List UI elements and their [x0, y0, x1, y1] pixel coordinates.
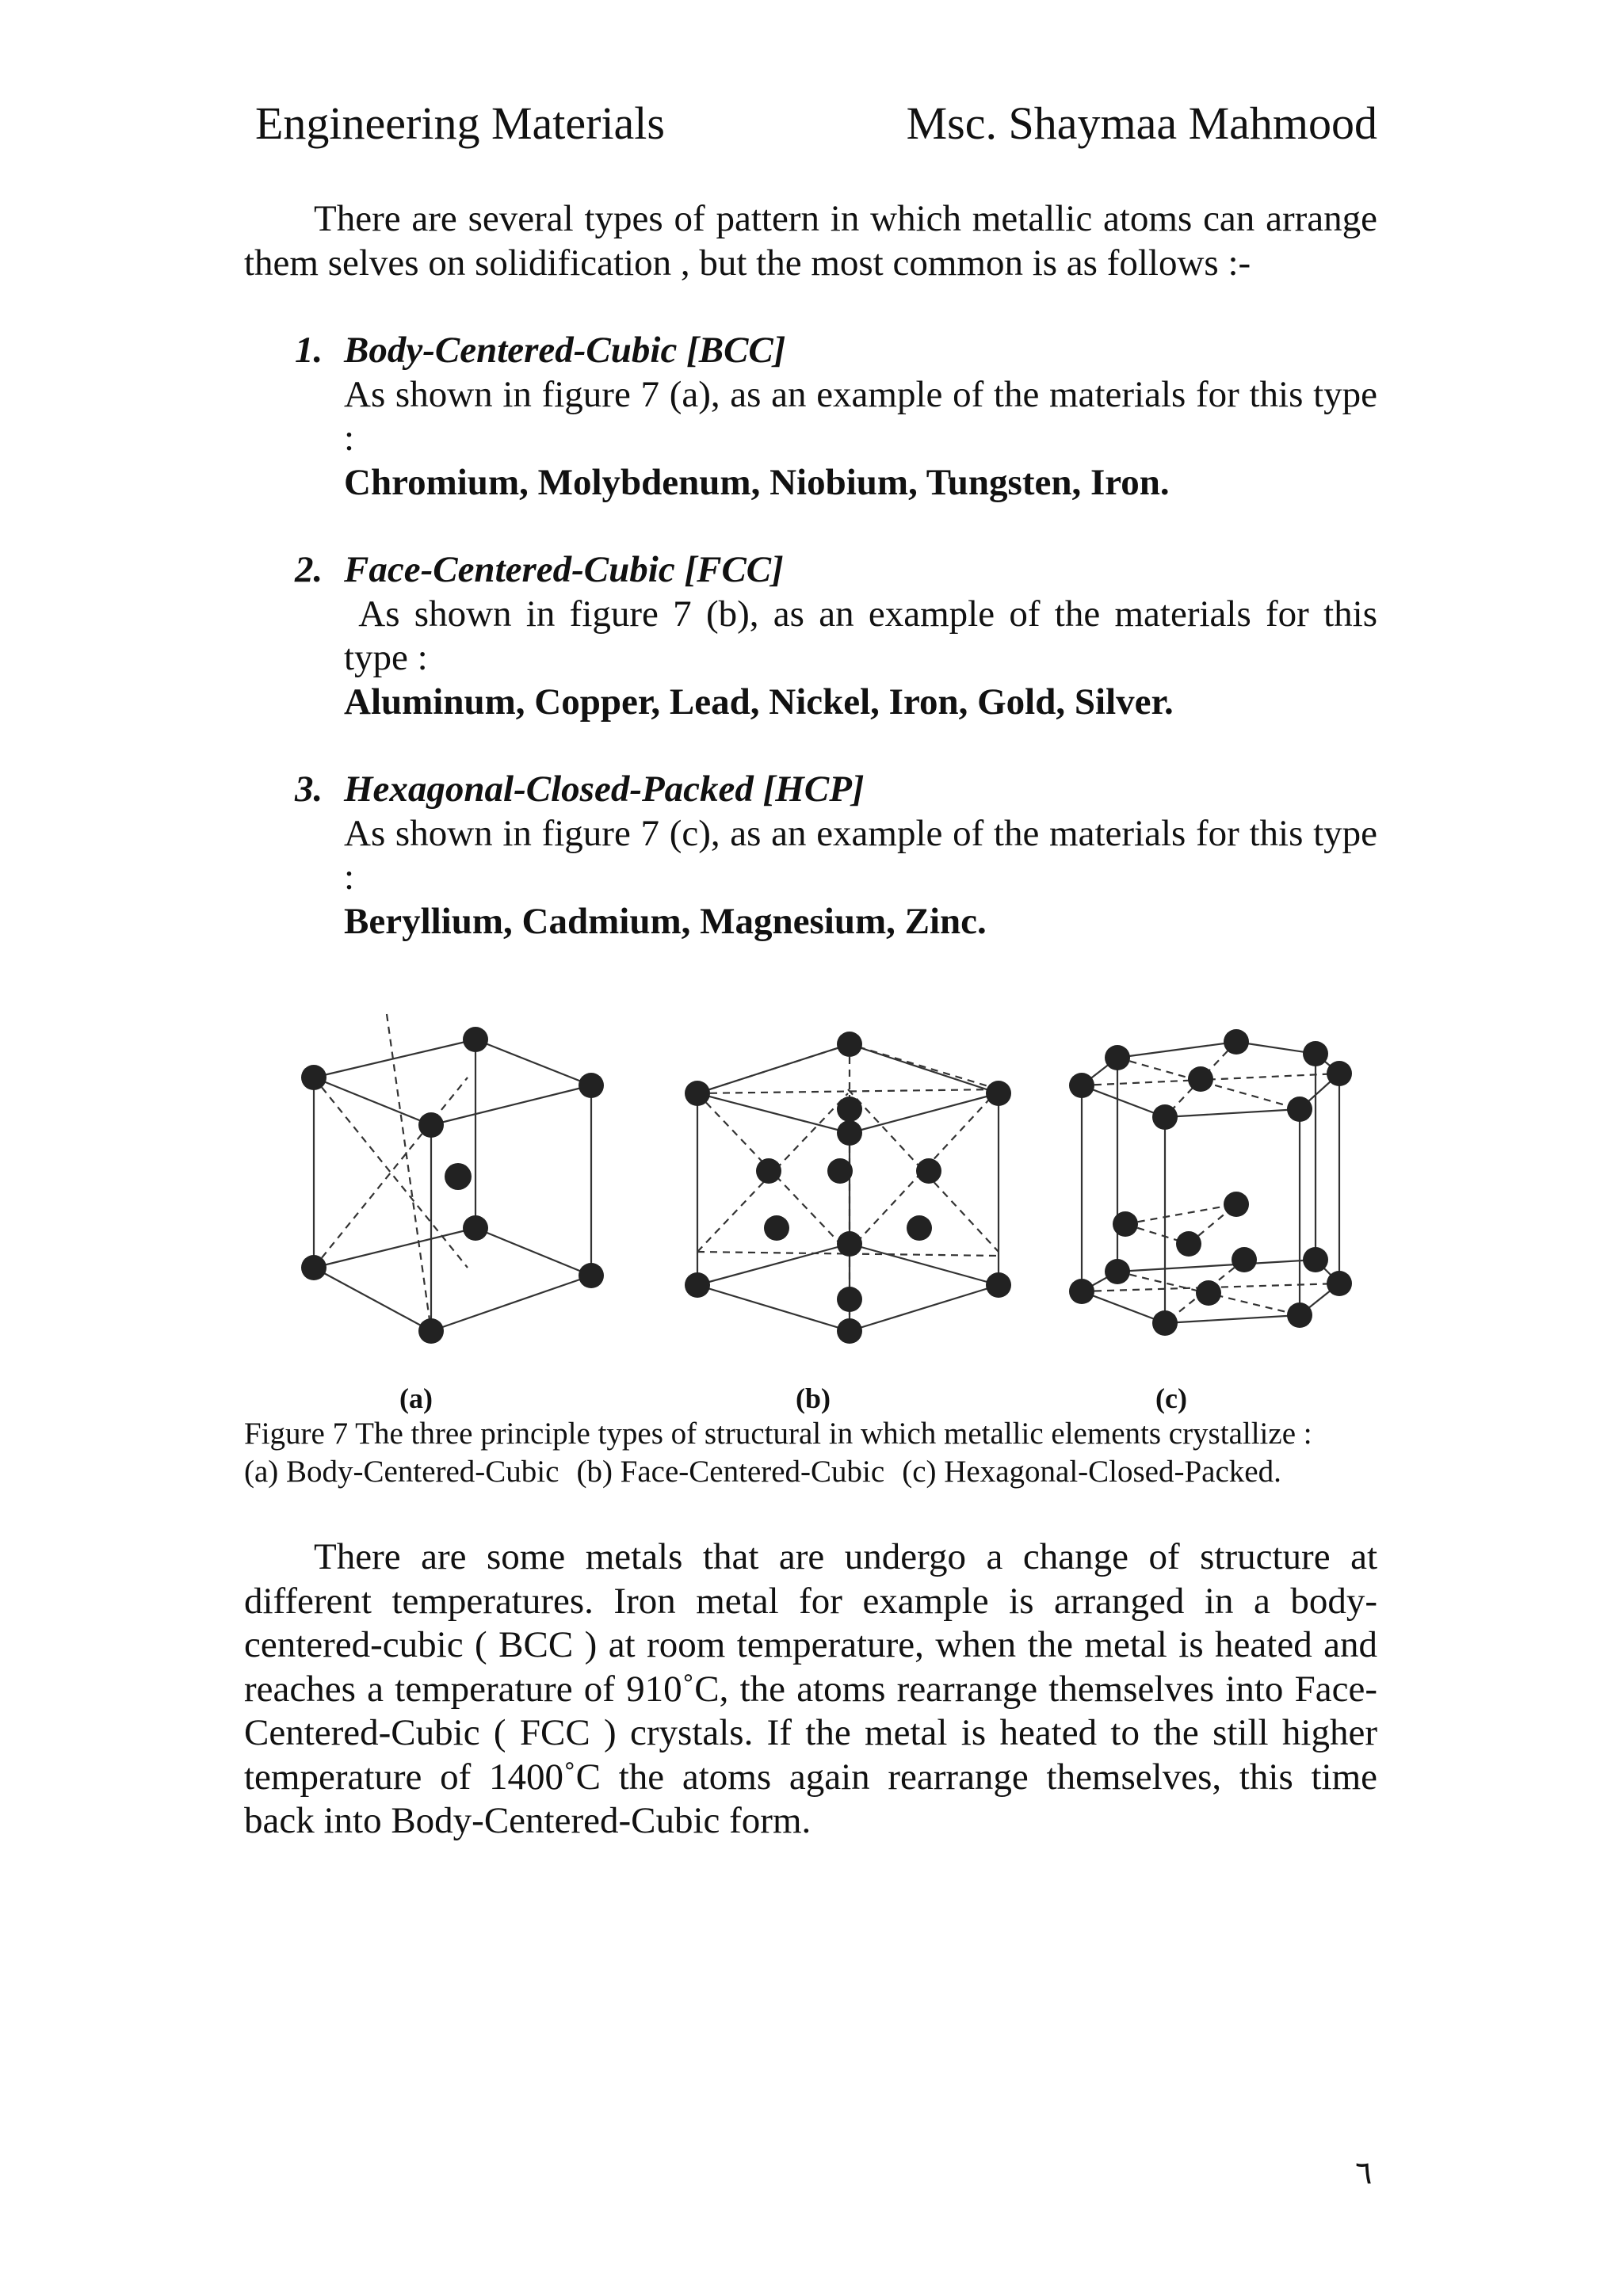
type-title: Body-Centered-Cubic [BCC]: [344, 330, 786, 371]
hcp-unit-cell: [1069, 1029, 1352, 1336]
intro-text: There are several types of pattern in which metallic atoms can arrange them selves on solidification , but the most common is as follows :-: [244, 198, 1377, 284]
caption-c: (c) Hexagonal-Closed-Packed.: [902, 1455, 1281, 1489]
bcc-unit-cell: [301, 1014, 604, 1344]
header-author: Msc. Shaymaa Mahmood: [906, 97, 1377, 149]
type-title: Face-Centered-Cubic [FCC]: [344, 549, 784, 590]
type-number: 2.: [295, 549, 323, 590]
figure-label-c: (c): [1155, 1383, 1187, 1414]
type-title: Hexagonal-Closed-Packed [HCP]: [344, 769, 865, 810]
figure-label-b: (b): [796, 1383, 831, 1414]
figure-caption: [244, 1415, 1312, 1491]
caption-a: (a) Body-Centered-Cubic: [244, 1455, 559, 1489]
type-number: 1.: [295, 330, 323, 371]
intro-paragraph: [244, 197, 1377, 285]
closing-text: There are some metals that are undergo a change of structure at different temperatures. Iron metal for example is arranged in a body-centered-cubic ( BCC ) at room temperature, when the metal is heated and reaches a temperature of 910˚C, the atoms rearrange themselves into Face-Centered-Cubic ( FCC ) crystals. If the metal is heated to the still higher temperature of 1400˚C the atoms again rearrange themselves, this time back into Body-Centered-Cubic form.: [244, 1536, 1377, 1841]
closing-paragraph: [244, 1535, 1377, 1844]
type-description: [344, 593, 1377, 681]
caption-line-2: [244, 1453, 1312, 1491]
crystal-structures-figure: [285, 998, 1411, 1363]
type-description-text: As shown in figure 7 (b), as an example of the materials for this type :: [344, 593, 1378, 678]
page-number: ٦: [1355, 2155, 1373, 2191]
type-materials: Aluminum, Copper, Lead, Nickel, Iron, Gold, Silver.: [344, 681, 1174, 723]
type-materials: Chromium, Molybdenum, Niobium, Tungsten, Iron.: [344, 461, 1170, 503]
type-description: As shown in figure 7 (c), as an example of the materials for this type :: [344, 812, 1377, 898]
type-number: 3.: [295, 769, 323, 810]
caption-line-1: Figure 7 The three principle types of structural in which metallic elements crystallize :: [244, 1417, 1312, 1451]
fcc-unit-cell: [685, 1032, 1011, 1344]
type-description: As shown in figure 7 (a), as an example of the materials for this type :: [344, 373, 1377, 459]
caption-b: (b) Face-Centered-Cubic: [576, 1455, 885, 1489]
figure-label-a: (a): [399, 1383, 433, 1414]
header-title: Engineering Materials: [255, 97, 665, 149]
type-materials: Beryllium, Cadmium, Magnesium, Zinc.: [344, 900, 987, 942]
